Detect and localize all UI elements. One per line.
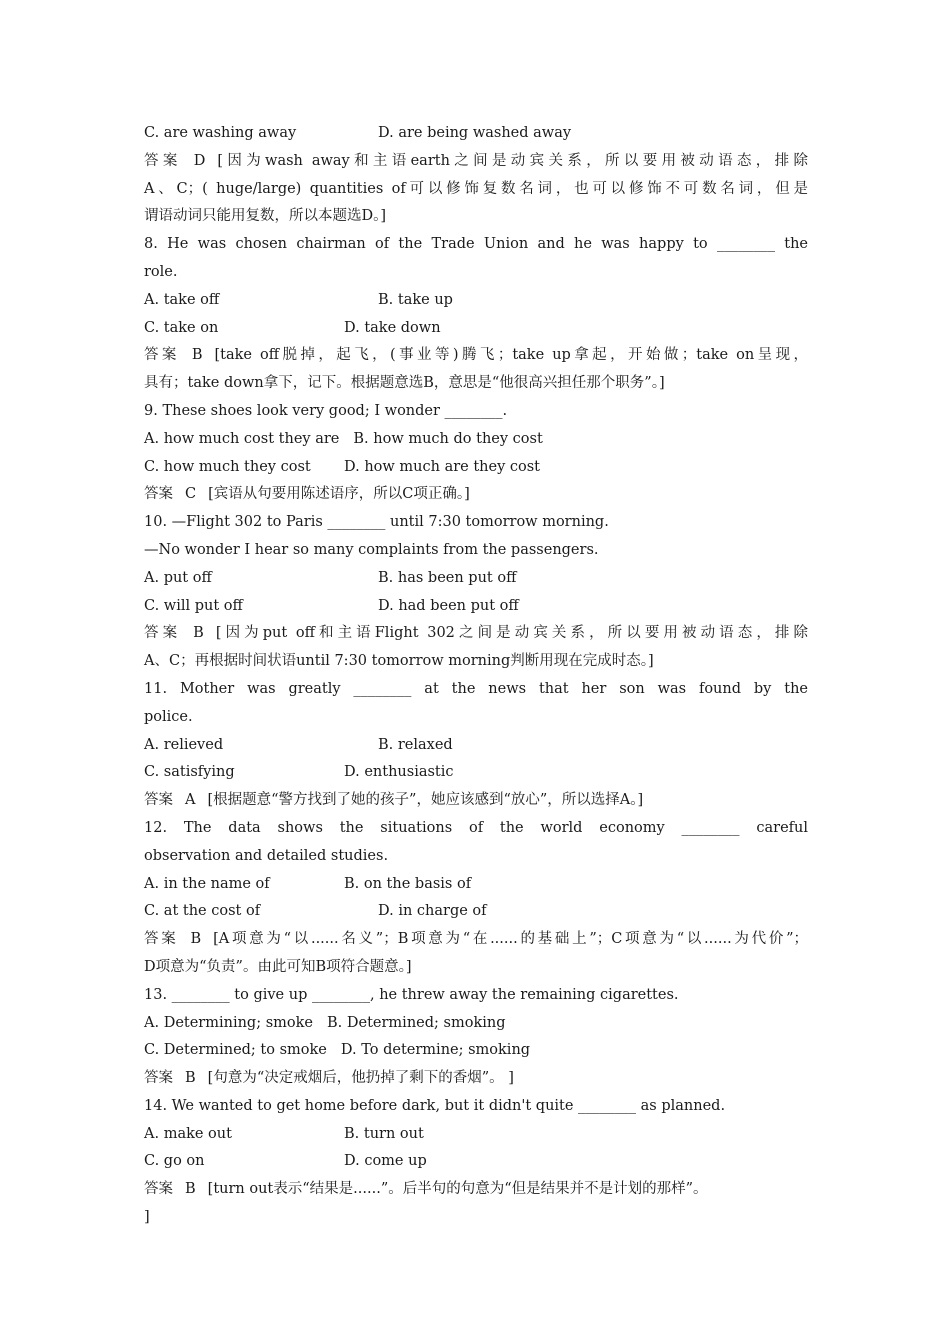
answer-explanation: [turn out表示“结果是......”。后半句的句意为“但是结果并不是计划的那样”。 — [207, 1181, 708, 1198]
options-row — [144, 759, 808, 787]
answer-explanation: [根据题意“警方找到了她的孩子”，她应该感到“放心”，所以选择A。] — [207, 792, 644, 809]
option: A. Determining; smoke — [144, 1014, 314, 1031]
options-row — [144, 287, 808, 315]
option: A. make out — [144, 1125, 232, 1142]
answer-label: 答案 — [144, 792, 173, 809]
text-line: A、C；( huge/large) quantities of可以修饰复数名词，也可以修饰不可数名词，但是 — [144, 180, 808, 197]
answer-explanation: [take off脱掉，起飞，(事业等)腾飞；take up拿起，开始做；take on呈现， — [214, 347, 808, 364]
answer-key: B — [185, 1070, 196, 1087]
options-row — [144, 120, 808, 148]
text-line: 11. Mother was greatly ________ at the news that her son was found by the — [144, 680, 808, 697]
option: C. go on — [144, 1153, 205, 1170]
answer-explanation: [A项意为“以......名义”；B项意为“在......的基础上”；C项意为“以......为代价”； — [213, 931, 809, 948]
option: B. turn out — [344, 1125, 424, 1142]
options-row — [144, 898, 808, 926]
answer-key: B — [191, 347, 203, 364]
answer-key: B — [190, 931, 202, 948]
answer-line — [144, 620, 808, 648]
option: C. at the cost of — [144, 903, 261, 920]
answer-line — [144, 1065, 808, 1093]
option: B. has been put off — [378, 569, 517, 586]
answer-line — [144, 481, 808, 509]
text-line: observation and detailed studies. — [144, 847, 389, 864]
exercise-content — [144, 120, 808, 1232]
answer-explanation: [句意为“决定戒烟后，他扔掉了剩下的香烟”。 ] — [207, 1070, 514, 1087]
option: D. come up — [344, 1153, 427, 1170]
text-line: ] — [144, 1209, 150, 1226]
option: D. To determine; smoking — [340, 1042, 531, 1059]
answer-line — [144, 1176, 808, 1204]
text-line: 谓语动词只能用复数，所以本题选D。] — [144, 208, 387, 225]
option: A. put off — [144, 569, 212, 586]
option: D. had been put off — [378, 597, 519, 614]
answer-label: 答案 — [144, 1070, 173, 1087]
option: D. take down — [344, 319, 441, 336]
option: B. on the basis of — [344, 875, 472, 892]
answer-key: D — [193, 152, 206, 169]
options-row — [144, 1010, 808, 1038]
answer-explanation: [因为wash away和主语earth之间是动宾关系，所以要用被动语态，排除 — [217, 152, 808, 169]
option: A. relieved — [144, 736, 224, 753]
text-line: D项意为“负责”。由此可知B项符合题意。] — [144, 958, 412, 975]
text-line: A、C；再根据时间状语until 7:30 tomorrow morning判断用现在完成时态。] — [144, 653, 654, 670]
option: C. satisfying — [144, 764, 235, 781]
answer-label: 答案 — [144, 486, 173, 503]
text-line: 8. He was chosen chairman of the Trade Union and he was happy to ________ the — [144, 236, 808, 253]
options-row — [144, 1037, 808, 1065]
options-row — [144, 732, 808, 760]
answer-label: 答案 — [144, 1181, 173, 1198]
answer-line — [144, 148, 808, 176]
answer-key: C — [185, 486, 197, 503]
options-row — [144, 1148, 808, 1176]
text-line: role. — [144, 263, 178, 280]
text-line: 具有；take down拿下，记下。根据题意选B，意思是“他很高兴担任那个职务”。] — [144, 375, 665, 392]
answer-line — [144, 342, 808, 370]
option: D. in charge of — [378, 903, 487, 920]
option: D. how much are they cost — [344, 458, 541, 475]
text-line: police. — [144, 708, 193, 725]
option: A. take off — [144, 291, 220, 308]
option: D. enthusiastic — [344, 764, 454, 781]
answer-label: 答案 — [144, 152, 182, 169]
option: C. Determined; to smoke — [144, 1042, 327, 1059]
text-line: —No wonder I hear so many complaints from the passengers. — [144, 541, 599, 558]
option: B. how much do they cost — [353, 430, 543, 447]
options-row — [144, 426, 808, 454]
answer-label: 答案 — [144, 347, 180, 364]
answer-explanation: [宾语从句要用陈述语序，所以C项正确。] — [208, 486, 470, 503]
text-line: 13. ________ to give up ________, he threw away the remaining cigarettes. — [144, 986, 679, 1003]
option: C. take on — [144, 319, 219, 336]
text-line: 9. These shoes look very good; I wonder ________. — [144, 402, 508, 419]
option: B. take up — [378, 291, 453, 308]
answer-label: 答案 — [144, 931, 179, 948]
answer-key: A — [185, 792, 196, 809]
options-row — [144, 454, 808, 482]
option: B. Determined; smoking — [327, 1014, 506, 1031]
text-line: 10. —Flight 302 to Paris ________ until 7:30 tomorrow morning. — [144, 514, 609, 531]
answer-line — [144, 926, 808, 954]
option: C. are washing away — [144, 125, 297, 141]
answer-line — [144, 787, 808, 815]
option: B. relaxed — [378, 736, 453, 753]
option: D. are being washed away — [378, 125, 572, 141]
answer-key: B — [185, 1181, 196, 1198]
text-line: 14. We wanted to get home before dark, but it didn't quite ________ as planned. — [144, 1097, 726, 1114]
options-row — [144, 565, 808, 593]
answer-label: 答案 — [144, 625, 182, 642]
option: A. in the name of — [144, 875, 270, 892]
answer-key: B — [193, 625, 204, 642]
options-row — [144, 1121, 808, 1149]
option: C. will put off — [144, 597, 243, 614]
option: A. how much cost they are — [144, 430, 340, 447]
text-line: 12. The data shows the situations of the world economy ________ careful — [144, 819, 808, 836]
options-row — [144, 315, 808, 343]
options-row — [144, 871, 808, 899]
option: C. how much they cost — [144, 458, 311, 475]
answer-explanation: [因为put off和主语Flight 302之间是动宾关系，所以要用被动语态，排除 — [215, 625, 809, 642]
options-row — [144, 593, 808, 621]
